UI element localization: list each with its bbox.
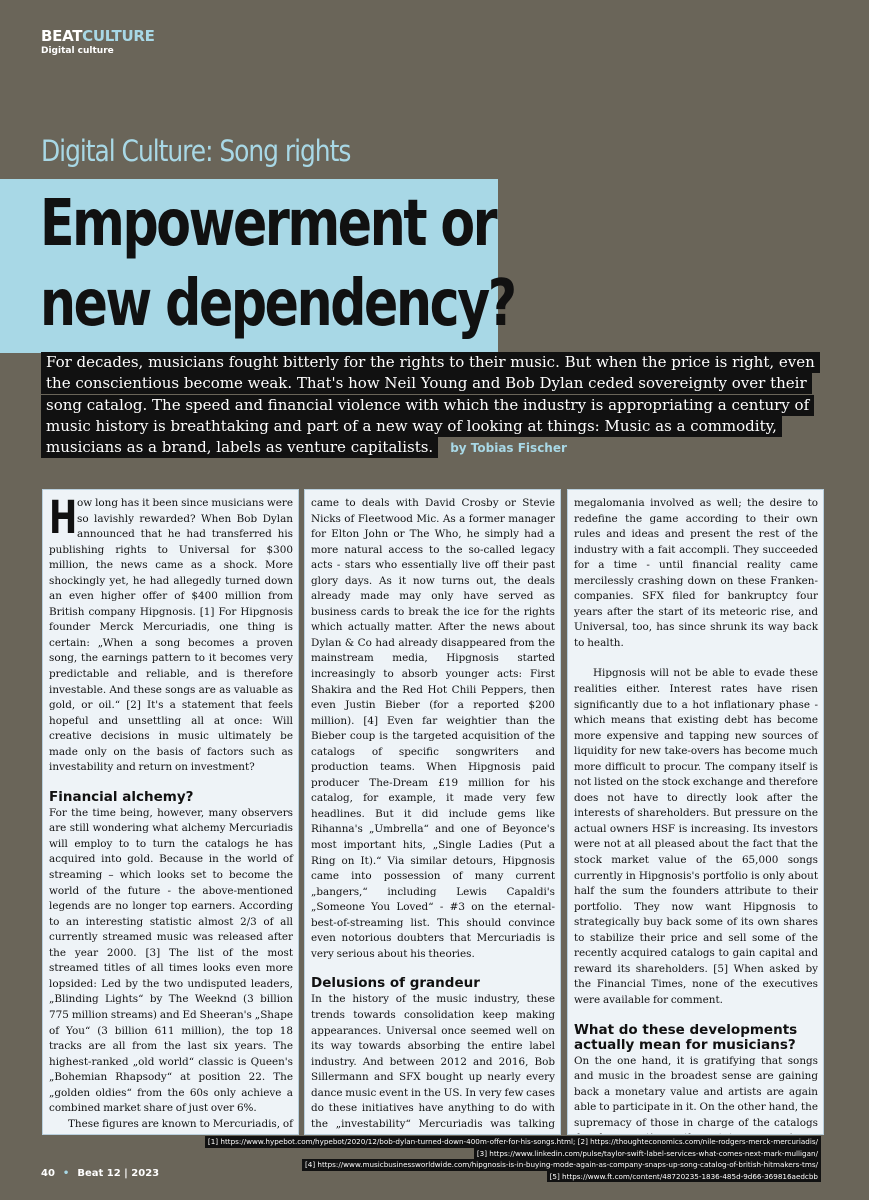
section-heading: What do these developments actually mean for musicians? <box>574 1021 798 1053</box>
article-column-3 <box>567 489 824 1135</box>
column-paragraph <box>49 491 293 776</box>
reference-link[interactable]: [5] https://www.ft.com/content/48720235-1836-485d-9d66-369816aedcbb <box>547 1171 821 1183</box>
column-paragraph: In the history of the music industry, these trends towards consolidation keep making appearances. Universal once seemed well on its way towards absorbing the entire label industry. And between 2012 and 2016, Bob Sillermann and SFX bought up nearly every dance music event in the US. In very few cases do these initiatives have anything to do with the „investability“ Mercuriadis was talking <box>311 993 555 1130</box>
reference-link[interactable]: [4] https://www.musicbusinessworldwide.com/hipgnosis-is-in-buying-mode-again-as-company-snaps-up-song-catalog-of-british-hitmakers-tms/ <box>302 1159 821 1171</box>
column-paragraph: came to deals with David Crosby or Stevie Nicks of Fleetwood Mic. As a former manager for Elton John or The Who, he simply had a more natural access to the so-called legacy acts - stars who essentially live off their past glory days. As it now turns out, the deals already made may only have served as business cards to break the ice for the rights which actually matter. After the news about Dylan & Co had already disappeared from the mainstream media, Hipgnosis started increasingly to absorb younger acts: First Shakira and the Red Hot Chili Peppers, then even Justin Bieber (for a reported $200 million). [4] Even far weightier than the Bieber coup is the targeted acquisition of the catalogs of specific songwriters and production teams. When Hipgnosis paid producer The-Dream £19 million for his catalog, for example, it made very few headlines. But it did include gems like Rihanna's „Umbrella“ and one of Beyonce's most important hits, „Single Ladies (Put a Ring on It).“ Via similar detours, Hipgnosis came into possession of many current „bangers,“ including Lewis Capaldi's „Someone You Loved“ - #3 on the eternal-best-of-streaming list. This should convince even notorious doubters that Mercuriadis is very serious about his theories. <box>311 497 555 960</box>
byline: by Tobias Fischer <box>450 441 567 456</box>
column-paragraph: megalomania involved as well; the desire to redefine the game according to their own rules and ideas and present the rest of the industry with a fait accompli. They succeeded for a time - until financial reality came mercilessly crashing down on these Franken-companies. SFX filed for bankruptcy four years after the start of its meteoric rise, and Universal, too, has since shrunk its way back to health. <box>574 497 818 649</box>
footer-separator: • <box>62 1168 70 1179</box>
kicker: Digital Culture: Song rights <box>41 134 351 168</box>
brand-logo <box>41 28 155 57</box>
page-number: 40 <box>41 1168 55 1179</box>
drop-cap: H <box>49 491 78 544</box>
column-paragraph: On the one hand, it is gratifying that songs and music in the broadest sense are gaining back a monetary value and artists are again able to participate in it. On the other hand, the supremacy of those in charge of the catalogs <box>574 1054 818 1129</box>
column-paragraph: For the time being, however, many observers are still wondering what alchemy Mercuriadis will employ to to turn the catalogs he has acquired into gold. Because in the world of streaming – which looks set to become the world of the future - the above-mentioned legends are no longer top earners. According to an interesting statistic almost 2/3 of all currently streamed music was released after the year 2000. [3] The list of the most streamed titles of all times looks even more lopsided: Led by the two undisputed leaders, „Blinding Lights“ by The Weeknd (3 billion 775 million streams) and Ed Sheeran's „Shape of You“ (3 billion 611 million), the top 18 tracks are all from the last six years. The highest-ranked „old world“ classic is Queen's „Bohemian Rhapsody“ at position 22. The „golden oldies“ from the 60s only achieve a combined market share of just over 6%. <box>49 806 293 1115</box>
brand-beat: BEAT <box>41 27 83 45</box>
section-heading: Financial alchemy? <box>49 788 194 805</box>
reference-link[interactable]: [3] https://www.linkedin.com/pulse/taylor-swift-label-services-what-comes-next-mark-mulligan/ <box>474 1148 821 1160</box>
page-title <box>40 184 515 344</box>
column-paragraph: Hipgnosis will not be able to evade these realities either. Interest rates have risen significantly due to a hot inflationary phase - which means that existing debt has become more expensive and tapping new sources of liquidity for new take-overs has become much more difficult to procur. The company itself is not listed on the stock exchange and therefore does not have to directly look after the interests of shareholders. But pressure on the actual owners HSF is increasing. Its investors were not at all pleased about the fact that the stock market value of the 65,000 songs currently in Hipgnosis's portfolio is only about half the sum the founders attribute to their portfolio. They now want Hipgnosis to strategically buy back some of its own shares to stabilize their price and sell some of the recently acquired catalogs to gain capital and reward its shareholders. [5] When asked by the Financial Times, none of the executives were available for comment. <box>574 667 818 1006</box>
title-line-2: new dependency? <box>40 267 515 341</box>
reference-link[interactable]: [1] https://www.hypebot.com/hypebot/2020/12/bob-dylan-turned-down-400m-offer-for-his-songs.html; [2] https://thoughteconomics.com/nile-rodgers-merck-mercuriadis/ <box>205 1136 821 1148</box>
references <box>205 1136 821 1182</box>
brand-culture: CULTURE <box>82 27 155 45</box>
lead-text: For decades, musicians fought bitterly for the rights to their music. But when the price is right, even the conscientious become weak. That's how Neil Young and Bob Dylan ceded sovereignty over their song catalog. The speed and financial violence with which the industry is appropriating a century of music history is breathtaking and part of a new way of looking at things: Music as a commodity, musicians as a brand, labels as venture capitalists. <box>41 352 820 458</box>
section-label: Digital culture <box>41 46 114 56</box>
lead-paragraph <box>41 352 821 459</box>
column-paragraph: These figures are known to Mercuriadis, of <box>68 1117 293 1130</box>
paragraph-text: ow long has it been since musicians were so lavishly rewarded? When Bob Dylan announced that he had transferred his publishing rights to Universal for $300 million, the news came as a shock. More shockingly yet, he had allegedly turned down an even higher offer of $400 million from British company Hipgnosis. [1] For Hipgnosis founder Merck Mercuriadis, one thing is certain: „When a song becomes a proven song, the earnings pattern to it becomes very predictable and reliable, and is therefore investable. And these songs are as valuable as gold, or oil.“ [2] It's a statement that feels hopeful and unsettling all at once: Will creative decisions in music ultimately be made only on the basis of factors such as investability and return on investment? <box>49 497 293 774</box>
page-footer <box>41 1168 159 1179</box>
brand-wordmark <box>41 28 155 45</box>
section-heading: Delusions of grandeur <box>311 975 480 992</box>
title-line-1: Empowerment or <box>40 187 496 261</box>
article-column-2 <box>304 489 561 1135</box>
issue-label: Beat 12 | 2023 <box>77 1168 160 1179</box>
article-column-1 <box>42 489 299 1135</box>
